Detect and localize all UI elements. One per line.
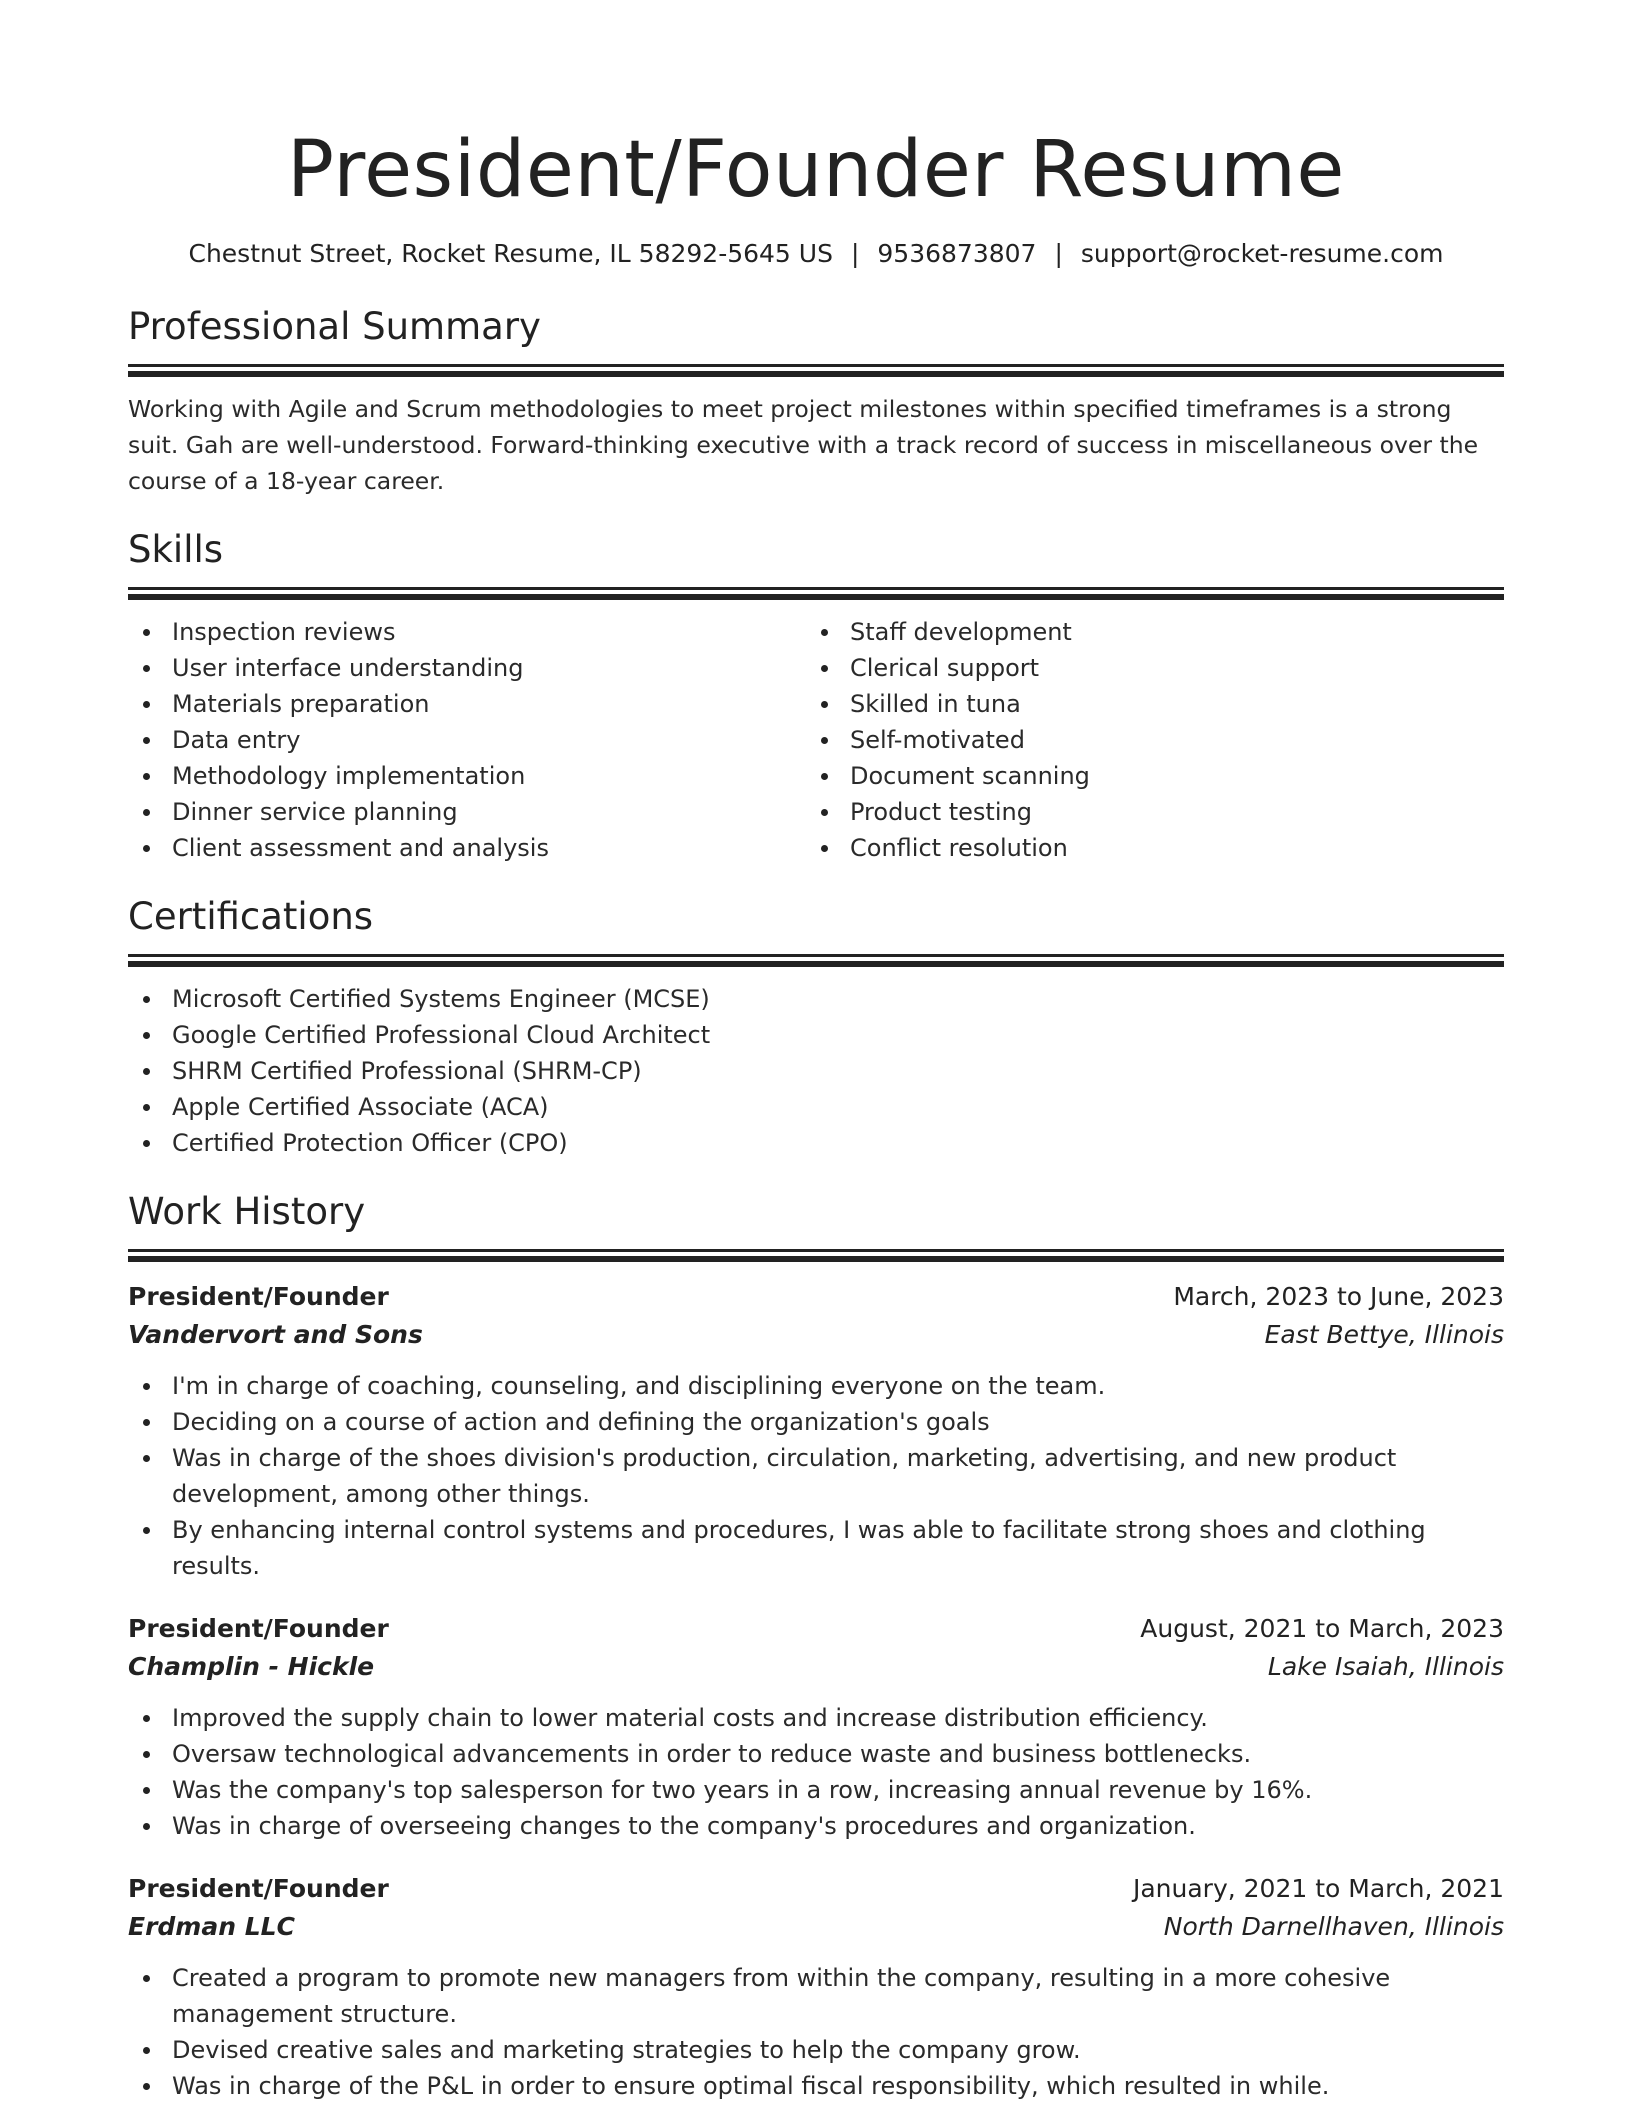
job-header [128,1870,1504,1908]
certifications-section [128,892,1504,1161]
phone: 9536873807 [877,239,1037,268]
certification-item: Certified Protection Officer (CPO) [128,1125,1504,1161]
job-title: President/Founder [128,1874,389,1903]
resume-page [128,0,1504,2104]
job-bullets [128,1700,1504,1844]
job-company: Erdman LLC [128,1912,295,1941]
job-location: North Darnellhaven, Illinois [1163,1912,1504,1941]
section-title-work-history: Work History [128,1190,366,1233]
job-bullet: Devised creative sales and marketing strategies to help the company grow. [128,2032,1504,2068]
job-company: Champlin - Hickle [128,1652,375,1681]
job-dates: August, 2021 to March, 2023 [1140,1614,1504,1643]
skill-item: Clerical support [806,650,1484,686]
skill-item: Inspection reviews [128,614,806,650]
work-history-section [128,1187,1504,2104]
skill-item: Document scanning [806,758,1484,794]
job-bullet: Was the company's top salesperson for two years in a row, increasing annual revenue by 16%. [128,1772,1504,1808]
job-bullet: I'm in charge of coaching, counseling, and disciplining everyone on the team. [128,1368,1504,1404]
separator: | [850,239,860,268]
job-bullet: Improved the supply chain to lower material costs and increase distribution efficiency. [128,1700,1504,1736]
job-bullet: By enhancing internal control systems and procedures, I was able to facilitate strong shoes and clothing results. [128,1512,1504,1584]
skill-item: Self-motivated [806,722,1484,758]
skill-item: Conflict resolution [806,830,1484,866]
summary-text: Working with Agile and Scrum methodologies to meet project milestones within specified timeframes is a strong suit. Gah are well-understood. Forward-thinking executive with a track record of success in miscellaneous over the course of a 18-year career. [128,395,1479,495]
certification-item: Microsoft Certified Systems Engineer (MCSE) [128,981,1504,1017]
section-divider [128,961,1504,967]
skills-columns [128,614,1504,866]
section-divider [128,954,1504,957]
job-bullet: Deciding on a course of action and defining the organization's goals [128,1404,1504,1440]
job-entry [128,1278,1504,1584]
section-divider [128,587,1504,590]
job-subheader [128,1908,1504,1946]
skill-item: Staff development [806,614,1484,650]
job-entry [128,1870,1504,2104]
section-title-skills: Skills [128,528,224,571]
job-bullet: Created a program to promote new managers from within the company, resulting in a more cohesive management structure. [128,1960,1504,2032]
skill-item: Methodology implementation [128,758,806,794]
job-bullet: Was in charge of overseeing changes to the company's procedures and organization. [128,1808,1504,1844]
job-company: Vandervort and Sons [128,1320,423,1349]
job-location: East Bettye, Illinois [1264,1320,1504,1349]
job-subheader [128,1316,1504,1354]
job-bullet: Was in charge of the shoes division's production, circulation, marketing, advertising, and new product development, among other things. [128,1440,1504,1512]
job-title: President/Founder [128,1282,389,1311]
skill-item: Product testing [806,794,1484,830]
certification-item: Google Certified Professional Cloud Architect [128,1017,1504,1053]
resume-title: President/Founder Resume [287,125,1345,215]
certification-item: Apple Certified Associate (ACA) [128,1089,1504,1125]
certifications-list [128,981,1504,1161]
job-bullets [128,1960,1504,2104]
contact-line [128,236,1504,272]
separator: | [1054,239,1063,268]
summary-section [128,302,1504,499]
job-bullet: Was in charge of the P&L in order to ensure optimal fiscal responsibility, which resulted in while. [128,2068,1504,2104]
job-subheader [128,1648,1504,1686]
section-title-summary: Professional Summary [128,305,541,348]
skill-item: Materials preparation [128,686,806,722]
section-divider [128,371,1504,377]
job-location: Lake Isaiah, Illinois [1267,1652,1504,1681]
job-bullets [128,1368,1504,1584]
job-entry [128,1610,1504,1844]
job-dates: March, 2023 to June, 2023 [1173,1282,1504,1311]
job-dates: January, 2021 to March, 2021 [1132,1874,1504,1903]
job-header [128,1610,1504,1648]
job-title: President/Founder [128,1614,389,1643]
section-title-certifications: Certifications [128,895,374,938]
skill-item: Dinner service planning [128,794,806,830]
job-bullet: Oversaw technological advancements in order to reduce waste and business bottlenecks. [128,1736,1504,1772]
skill-item: Client assessment and analysis [128,830,806,866]
section-divider [128,1256,1504,1262]
skills-list-right [806,614,1484,866]
certification-item: SHRM Certified Professional (SHRM-CP) [128,1053,1504,1089]
email: support@rocket-resume.com [1080,239,1444,268]
job-header [128,1278,1504,1316]
skills-list-left [128,614,806,866]
section-divider [128,594,1504,600]
address: Chestnut Street, Rocket Resume, IL 58292-5645 US [188,239,833,268]
skills-section [128,525,1504,866]
skill-item: User interface understanding [128,650,806,686]
section-divider [128,364,1504,367]
skill-item: Skilled in tuna [806,686,1484,722]
skill-item: Data entry [128,722,806,758]
section-divider [128,1249,1504,1252]
